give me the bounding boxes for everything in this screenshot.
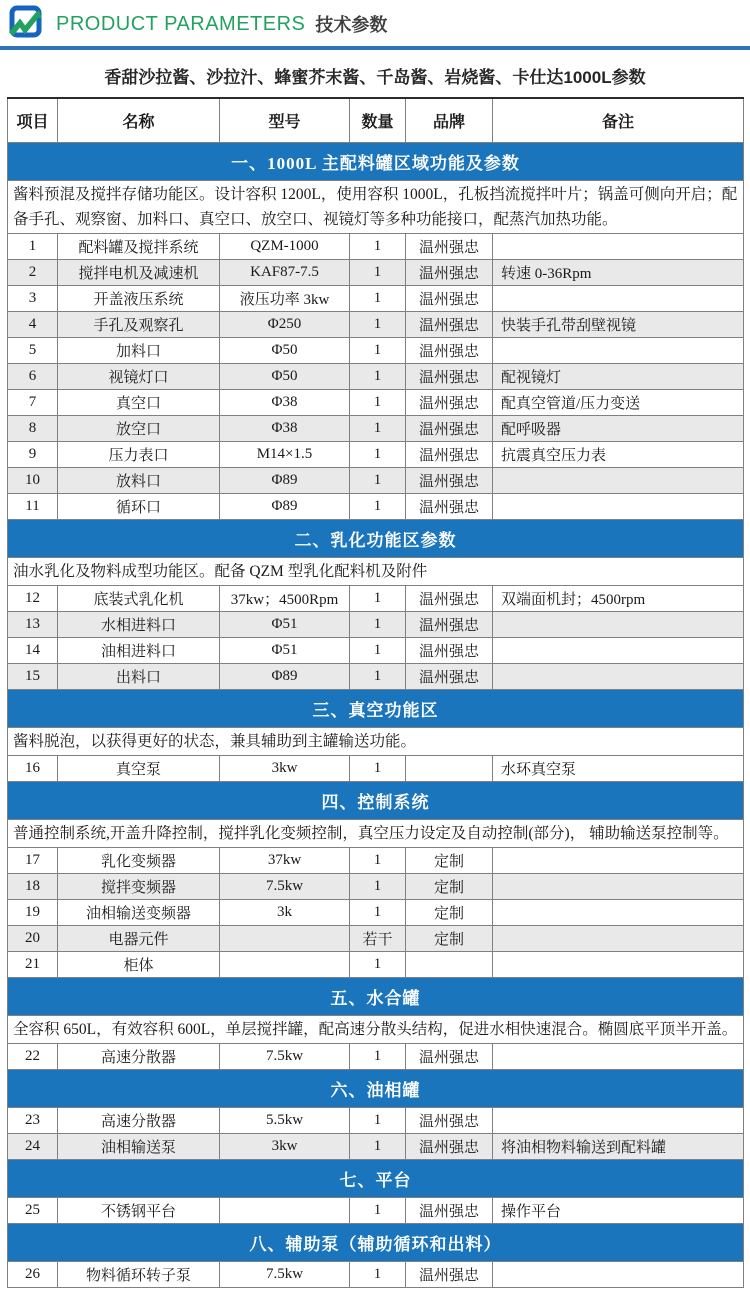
cell-item-no: 26: [8, 1262, 58, 1288]
cell-remark: 配真空管道/压力变送: [493, 390, 744, 416]
cell-remark: 转速 0-36Rpm: [493, 260, 744, 286]
cell-model: KAF87-7.5: [220, 260, 350, 286]
section-banner: [8, 978, 744, 1016]
cell-item-no: 2: [8, 260, 58, 286]
cell-brand: 温州强忠: [406, 364, 493, 390]
cell-qty: 1: [350, 952, 406, 978]
table-row: [8, 900, 744, 926]
cell-model: 液压功率 3kw: [220, 286, 350, 312]
page-title-cn: 技术参数: [315, 15, 388, 35]
cell-item-no: 18: [8, 874, 58, 900]
col-header-brand: 品牌: [406, 98, 493, 143]
cell-model: 37kw: [220, 848, 350, 874]
cell-brand: 定制: [406, 900, 493, 926]
cell-item-no: 6: [8, 364, 58, 390]
cell-qty: 1: [350, 1134, 406, 1160]
cell-model: [220, 1198, 350, 1224]
cell-remark: [493, 286, 744, 312]
cell-name: 放空口: [58, 416, 220, 442]
cell-remark: [493, 1262, 744, 1288]
cell-remark: [493, 900, 744, 926]
cell-model: Φ50: [220, 364, 350, 390]
cell-brand: 温州强忠: [406, 234, 493, 260]
cell-item-no: 25: [8, 1198, 58, 1224]
cell-name: 底装式乳化机: [58, 586, 220, 612]
cell-remark: [493, 1108, 744, 1134]
cell-qty: 1: [350, 260, 406, 286]
table-row: [8, 494, 744, 520]
table-row: [8, 364, 744, 390]
cell-qty: 1: [350, 338, 406, 364]
cell-name: 柜体: [58, 952, 220, 978]
cell-remark: 配呼吸器: [493, 416, 744, 442]
cell-remark: 将油相物料输送到配料罐: [493, 1134, 744, 1160]
cell-model: 7.5kw: [220, 1262, 350, 1288]
cell-model: Φ38: [220, 390, 350, 416]
cell-remark: 水环真空泵: [493, 756, 744, 782]
cell-item-no: 9: [8, 442, 58, 468]
document-title: 香甜沙拉酱、沙拉汁、蜂蜜芥末酱、千岛酱、岩烧酱、卡仕达1000L参数: [104, 68, 646, 87]
table-row: [8, 1262, 744, 1288]
brand-pulse-logo-icon: [8, 5, 48, 43]
cell-qty: 1: [350, 1108, 406, 1134]
cell-remark: [493, 1044, 744, 1070]
table-row: [8, 1198, 744, 1224]
cell-brand: [406, 952, 493, 978]
col-header-remark: 备注: [493, 98, 744, 143]
parameters-table: [7, 97, 744, 1288]
cell-model: 37kw；4500Rpm: [220, 586, 350, 612]
cell-model: Φ89: [220, 664, 350, 690]
cell-brand: [406, 756, 493, 782]
cell-qty: 1: [350, 1262, 406, 1288]
cell-qty: 1: [350, 364, 406, 390]
cell-model: 7.5kw: [220, 1044, 350, 1070]
cell-remark: [493, 494, 744, 520]
cell-item-no: 11: [8, 494, 58, 520]
cell-brand: 温州强忠: [406, 390, 493, 416]
cell-name: 不锈钢平台: [58, 1198, 220, 1224]
cell-item-no: 22: [8, 1044, 58, 1070]
cell-qty: 1: [350, 874, 406, 900]
table-row: [8, 952, 744, 978]
cell-remark: 配视镜灯: [493, 364, 744, 390]
cell-remark: [493, 664, 744, 690]
cell-brand: 定制: [406, 926, 493, 952]
section-description-row: [8, 1016, 744, 1044]
cell-name: 配料罐及搅拌系统: [58, 234, 220, 260]
table-row: [8, 338, 744, 364]
cell-brand: 温州强忠: [406, 494, 493, 520]
cell-name: 加料口: [58, 338, 220, 364]
cell-brand: 温州强忠: [406, 638, 493, 664]
cell-brand: 温州强忠: [406, 1262, 493, 1288]
cell-remark: 操作平台: [493, 1198, 744, 1224]
table-row: [8, 1044, 744, 1070]
cell-item-no: 5: [8, 338, 58, 364]
cell-name: 手孔及观察孔: [58, 312, 220, 338]
cell-name: 乳化变频器: [58, 848, 220, 874]
cell-remark: [493, 952, 744, 978]
table-row: [8, 442, 744, 468]
col-header-qty: 数量: [350, 98, 406, 143]
cell-brand: 温州强忠: [406, 1108, 493, 1134]
table-row: [8, 874, 744, 900]
section-banner-title: 八、辅助泵（辅助循环和出料）: [8, 1224, 744, 1262]
table-row: [8, 312, 744, 338]
cell-qty: 1: [350, 586, 406, 612]
section-banner: [8, 520, 744, 558]
section-description: 油水乳化及物料成型功能区。配备 QZM 型乳化配料机及附件: [8, 558, 744, 586]
cell-model: Φ50: [220, 338, 350, 364]
cell-name: 物料循环转子泵: [58, 1262, 220, 1288]
cell-brand: 温州强忠: [406, 286, 493, 312]
cell-brand: 温州强忠: [406, 468, 493, 494]
section-banner-title: 五、水合罐: [8, 978, 744, 1016]
table-row: [8, 586, 744, 612]
cell-brand: 温州强忠: [406, 442, 493, 468]
table-row: [8, 1108, 744, 1134]
cell-item-no: 17: [8, 848, 58, 874]
cell-model: QZM-1000: [220, 234, 350, 260]
page-header: [0, 0, 750, 46]
table-row: [8, 416, 744, 442]
section-banner: [8, 1070, 744, 1108]
cell-brand: 温州强忠: [406, 260, 493, 286]
section-banner-title: 二、乳化功能区参数: [8, 520, 744, 558]
table-header-row: [8, 98, 744, 143]
cell-item-no: 4: [8, 312, 58, 338]
cell-brand: 定制: [406, 874, 493, 900]
cell-item-no: 13: [8, 612, 58, 638]
cell-item-no: 16: [8, 756, 58, 782]
table-row: [8, 612, 744, 638]
cell-qty: 1: [350, 234, 406, 260]
section-banner: [8, 690, 744, 728]
cell-name: 视镜灯口: [58, 364, 220, 390]
section-banner: [8, 1160, 744, 1198]
cell-name: 高速分散器: [58, 1108, 220, 1134]
cell-model: [220, 952, 350, 978]
cell-name: 循环口: [58, 494, 220, 520]
section-description: 酱料脱泡，以获得更好的状态，兼具辅助到主罐输送功能。: [8, 728, 744, 756]
cell-name: 油相进料口: [58, 638, 220, 664]
section-description: 全容积 650L，有效容积 600L，单层搅拌罐，配高速分散头结构，促进水相快速混合。椭圆底平顶半开盖。: [8, 1016, 744, 1044]
cell-brand: 温州强忠: [406, 416, 493, 442]
cell-qty: 1: [350, 756, 406, 782]
cell-item-no: 1: [8, 234, 58, 260]
section-banner-title: 三、真空功能区: [8, 690, 744, 728]
table-row: [8, 286, 744, 312]
cell-qty: 1: [350, 286, 406, 312]
cell-qty: 1: [350, 900, 406, 926]
cell-item-no: 20: [8, 926, 58, 952]
section-description-row: [8, 181, 744, 234]
cell-brand: 温州强忠: [406, 586, 493, 612]
cell-qty: 1: [350, 312, 406, 338]
cell-remark: [493, 338, 744, 364]
cell-remark: 双端面机封；4500rpm: [493, 586, 744, 612]
cell-qty: 1: [350, 848, 406, 874]
cell-name: 高速分散器: [58, 1044, 220, 1070]
cell-brand: 温州强忠: [406, 1134, 493, 1160]
table-row: [8, 1134, 744, 1160]
section-banner-title: 四、控制系统: [8, 782, 744, 820]
cell-brand: 温州强忠: [406, 612, 493, 638]
cell-qty: 1: [350, 442, 406, 468]
cell-item-no: 7: [8, 390, 58, 416]
cell-brand: 温州强忠: [406, 338, 493, 364]
cell-qty: 若干: [350, 926, 406, 952]
table-row: [8, 926, 744, 952]
cell-remark: [493, 638, 744, 664]
col-header-item: 项目: [8, 98, 58, 143]
cell-item-no: 21: [8, 952, 58, 978]
cell-model: 3k: [220, 900, 350, 926]
table-row: [8, 664, 744, 690]
cell-remark: [493, 848, 744, 874]
table-row: [8, 468, 744, 494]
cell-qty: 1: [350, 638, 406, 664]
section-banner-title: 一、1000L 主配料罐区域功能及参数: [8, 143, 744, 181]
cell-model: 5.5kw: [220, 1108, 350, 1134]
section-banner-title: 六、油相罐: [8, 1070, 744, 1108]
cell-name: 油相输送变频器: [58, 900, 220, 926]
cell-remark: [493, 926, 744, 952]
cell-item-no: 10: [8, 468, 58, 494]
cell-qty: 1: [350, 612, 406, 638]
cell-brand: 温州强忠: [406, 664, 493, 690]
section-description: 酱料预混及搅拌存储功能区。设计容积 1200L，使用容积 1000L，孔板挡流搅拌叶片；锅盖可侧向开启；配备手孔、观察窗、加料口、真空口、放空口、视镜灯等多种功能接口，配蒸汽加热功能。: [8, 181, 744, 234]
cell-qty: 1: [350, 1044, 406, 1070]
cell-name: 放料口: [58, 468, 220, 494]
cell-model: 3kw: [220, 1134, 350, 1160]
cell-name: 真空泵: [58, 756, 220, 782]
cell-qty: 1: [350, 494, 406, 520]
cell-item-no: 19: [8, 900, 58, 926]
table-row: [8, 848, 744, 874]
cell-qty: 1: [350, 390, 406, 416]
cell-remark: [493, 612, 744, 638]
table-row: [8, 756, 744, 782]
cell-name: 搅拌电机及减速机: [58, 260, 220, 286]
table-row: [8, 390, 744, 416]
cell-name: 水相进料口: [58, 612, 220, 638]
table-row: [8, 638, 744, 664]
cell-name: 开盖液压系统: [58, 286, 220, 312]
col-header-model: 型号: [220, 98, 350, 143]
section-banner-title: 七、平台: [8, 1160, 744, 1198]
col-header-name: 名称: [58, 98, 220, 143]
cell-name: 真空口: [58, 390, 220, 416]
cell-brand: 定制: [406, 848, 493, 874]
cell-model: Φ51: [220, 612, 350, 638]
cell-brand: 温州强忠: [406, 312, 493, 338]
page-title-en: PRODUCT PARAMETERS: [56, 12, 306, 35]
cell-item-no: 3: [8, 286, 58, 312]
cell-model: M14×1.5: [220, 442, 350, 468]
cell-model: Φ89: [220, 494, 350, 520]
cell-remark: 快装手孔带刮壁视镜: [493, 312, 744, 338]
cell-item-no: 14: [8, 638, 58, 664]
cell-item-no: 24: [8, 1134, 58, 1160]
cell-model: Φ51: [220, 638, 350, 664]
cell-item-no: 15: [8, 664, 58, 690]
cell-item-no: 12: [8, 586, 58, 612]
cell-model: Φ89: [220, 468, 350, 494]
cell-name: 搅拌变频器: [58, 874, 220, 900]
section-banner: [8, 143, 744, 181]
cell-name: 电器元件: [58, 926, 220, 952]
cell-remark: [493, 874, 744, 900]
cell-model: Φ250: [220, 312, 350, 338]
cell-model: [220, 926, 350, 952]
cell-qty: 1: [350, 1198, 406, 1224]
cell-remark: [493, 468, 744, 494]
cell-model: 3kw: [220, 756, 350, 782]
cell-item-no: 8: [8, 416, 58, 442]
cell-name: 油相输送泵: [58, 1134, 220, 1160]
cell-qty: 1: [350, 416, 406, 442]
cell-remark: [493, 234, 744, 260]
section-description-row: [8, 558, 744, 586]
section-banner: [8, 1224, 744, 1262]
cell-model: Φ38: [220, 416, 350, 442]
section-description-row: [8, 728, 744, 756]
cell-name: 压力表口: [58, 442, 220, 468]
cell-model: 7.5kw: [220, 874, 350, 900]
cell-item-no: 23: [8, 1108, 58, 1134]
table-row: [8, 234, 744, 260]
cell-qty: 1: [350, 468, 406, 494]
table-row: [8, 260, 744, 286]
cell-qty: 1: [350, 664, 406, 690]
section-banner: [8, 782, 744, 820]
cell-name: 出料口: [58, 664, 220, 690]
cell-brand: 温州强忠: [406, 1044, 493, 1070]
cell-remark: 抗震真空压力表: [493, 442, 744, 468]
cell-brand: 温州强忠: [406, 1198, 493, 1224]
section-description: 普通控制系统,开盖升降控制，搅拌乳化变频控制，真空压力设定及自动控制(部分)， 辅助输送泵控制等。: [8, 820, 744, 848]
section-description-row: [8, 820, 744, 848]
